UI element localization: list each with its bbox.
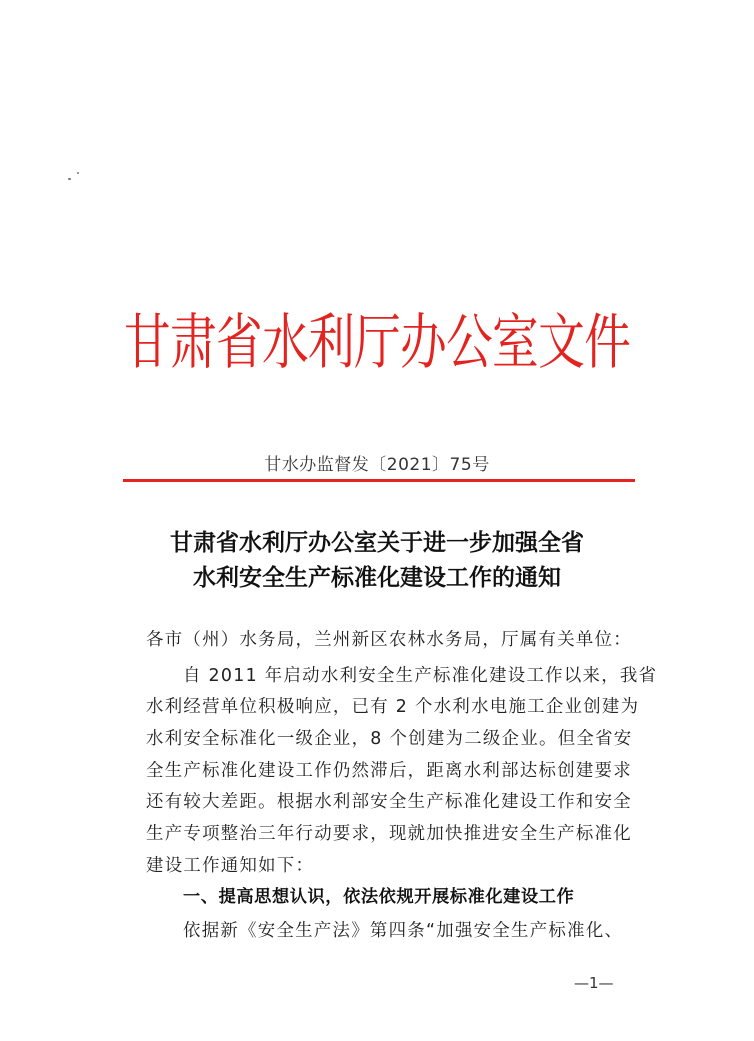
paragraph-1-line-3: 水利安全标准化一级企业，8 个创建为二级企业。但全省安 <box>146 729 633 749</box>
section-1-heading: 一、提高思想认识，依法依规开展标准化建设工作 <box>183 887 575 907</box>
paragraph-1-line-5: 还有较大差距。根据水利部安全生产标准化建设工作和安全 <box>146 792 632 812</box>
red-header-title: 甘肃省水利厅办公室文件 <box>123 308 631 378</box>
paragraph-1-line-7: 建设工作通知如下： <box>146 856 315 876</box>
notice-title-line-1: 甘肃省水利厅办公室关于进一步加强全省 <box>170 529 584 556</box>
notice-title-line-2: 水利安全生产标准化建设工作的通知 <box>193 564 561 591</box>
paragraph-1-line-6: 生产专项整治三年行动要求，现就加快推进安全生产标准化 <box>146 824 632 844</box>
scan-speck <box>77 172 79 174</box>
paragraph-1-line-2: 水利经营单位积极响应，已有 2 个水利水电施工企业创建为 <box>146 697 640 717</box>
scan-speck <box>68 178 71 180</box>
document-number: 甘水办监督发〔2021〕75号 <box>264 455 490 475</box>
red-divider-line <box>123 479 635 482</box>
paragraph-1-line-4: 全生产标准化建设工作仍然滞后，距离水利部达标创建要求 <box>146 761 632 781</box>
page-number: —1— <box>574 974 614 992</box>
paragraph-1-line-1: 自 2011 年启动水利安全生产标准化建设工作以来，我省 <box>183 666 658 686</box>
paragraph-2-line-1: 依据新《安全生产法》第四条“加强安全生产标准化、 <box>183 921 624 941</box>
addressee-line: 各市（州）水务局，兰州新区农林水务局，厅属有关单位： <box>146 630 632 650</box>
